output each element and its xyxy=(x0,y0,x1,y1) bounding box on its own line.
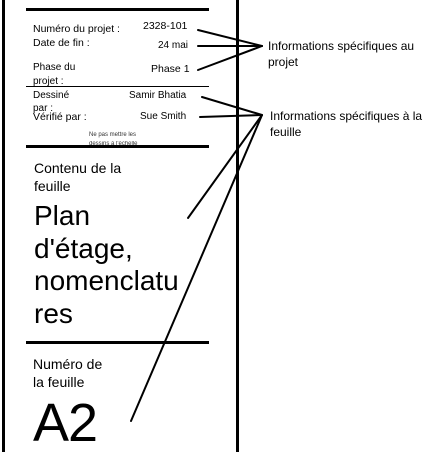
end-date-value: 24 mai xyxy=(158,40,189,51)
sheet-contents-label-2: feuille xyxy=(34,178,71,194)
annotation-sheet-info-line2: feuille xyxy=(270,125,302,139)
sheet-number-label-1: Numéro de xyxy=(33,356,103,372)
scale-note-line1: Ne pas mettre les xyxy=(89,132,137,138)
leader-drawn-by xyxy=(202,97,262,115)
sheet-contents-value-line1: Plan xyxy=(34,200,91,231)
scale-note-line2: dessins à l'échelle xyxy=(89,141,138,145)
project-phase-label-2: projet : xyxy=(33,76,64,87)
leader-project-number xyxy=(198,30,262,46)
annotation-sheet-info-line1: Informations spécifiques à la xyxy=(270,109,423,123)
leader-phase xyxy=(198,46,262,70)
drawn-by-value: Samir Bhatia xyxy=(129,90,187,101)
end-date-label: Date de fin : xyxy=(33,37,90,49)
project-phase-label-1: Phase du xyxy=(33,62,76,73)
checked-by-label: Vérifié par : xyxy=(33,111,87,123)
sheet-contents-value-line2: d'étage, xyxy=(34,233,133,264)
leader-checked-by xyxy=(200,115,262,117)
project-number-value: 2328-101 xyxy=(143,20,188,32)
sheet-contents-value-line3: nomenclatu xyxy=(34,265,179,296)
project-phase-value: Phase 1 xyxy=(151,63,190,75)
checked-by-value: Sue Smith xyxy=(140,111,187,122)
drawn-by-label-1: Dessiné xyxy=(33,90,70,101)
sheet-number-label-2: la feuille xyxy=(33,374,85,390)
sheet-number-value: A2 xyxy=(33,393,98,453)
sheet-contents-label-1: Contenu de la xyxy=(34,160,122,176)
leader-sheet-number xyxy=(131,115,262,421)
project-number-label: Numéro du projet : xyxy=(33,23,120,35)
sheet-contents-value-line4: res xyxy=(34,298,73,329)
drawn-by-label-2: par : xyxy=(33,103,54,114)
annotation-project-info-line2: projet xyxy=(268,55,299,69)
annotation-project-info-line1: Informations spécifiques au xyxy=(268,39,415,53)
